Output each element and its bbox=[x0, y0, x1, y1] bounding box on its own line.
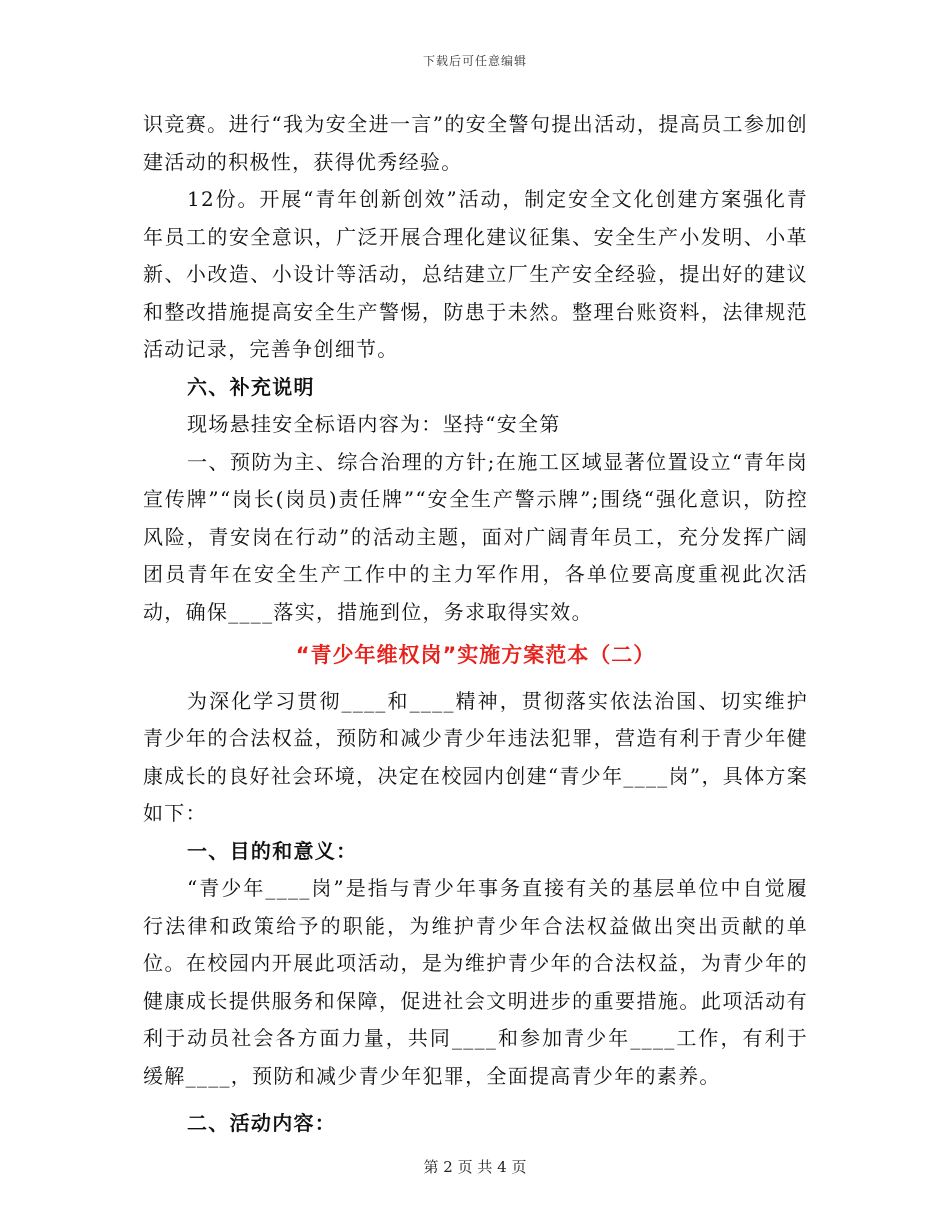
paragraph-youth-innovation: 12份。开展“青年创新创效”活动，制定安全文化创建方案强化青年员工的安全意识，广泛开展合理化建议征集、安全生产小发明、小革新、小改造、小设计等活动，总结建立厂生产安全经验，提出好的建议和整改措施提高安全生产警惕，防患于未然。整理台账资料，法律规范活动记录，完善争创细节。 bbox=[143, 187, 808, 361]
paragraph-prevention: 一、预防为主、综合治理的方针;在施工区域显著位置设立“青年岗宣传牌”“岗长(岗员)责任牌”“安全生产警示牌”;围绕“强化意识，防控风险，青安岗在行动”的活动主题，面对广阔青年员工，充分发挥广阔团员青年在安全生产工作中的主力军作用，各单位要高度重视此次活动，确保____落实，措施到位，务求取得实效。 bbox=[143, 449, 808, 624]
section-title: “青少年维权岗”实施方案范本（二） bbox=[295, 643, 656, 667]
paragraph-slogan: 现场悬挂安全标语内容为：坚持“安全第 bbox=[187, 412, 561, 436]
heading-supplementary-notes: 六、补充说明 bbox=[187, 374, 315, 399]
heading-activity-content: 二、活动内容： bbox=[187, 1111, 337, 1135]
page-number: 第 2 页 共 4 页 bbox=[423, 1158, 527, 1176]
document-body bbox=[143, 106, 808, 1143]
paragraph-intro: 为深化学习贯彻____和____精神，贯彻落实依法治国、切实维护青少年的合法权益，预防和减少青少年违法犯罪，营造有利于青少年健康成长的良好社会环境，决定在校园内创建“青少年____岗”，具体方案如下： bbox=[143, 688, 808, 825]
paragraph-purpose: “青少年____岗”是指与青少年事务直接有关的基层单位中自觉履行法律和政策给予的职能，为维护青少年合法权益做出突出贡献的单位。在校园内开展此项活动，是为维护青少年的合法权益，为青少年的健康成长提供服务和保障，促进社会文明进步的重要措施。此项活动有利于动员社会各方面力量，共同____和参加青少年____工作，有利于缓解____，预防和减少青少年犯罪，全面提高青少年的素养。 bbox=[143, 876, 808, 1088]
heading-purpose: 一、目的和意义： bbox=[187, 838, 358, 863]
paragraph-contest: 识竞赛。进行“我为安全进一言”的安全警句提出活动，提高员工参加创建活动的积极性，获得优秀经验。 bbox=[143, 112, 808, 174]
download-note: 下载后可任意编辑 bbox=[422, 54, 527, 68]
